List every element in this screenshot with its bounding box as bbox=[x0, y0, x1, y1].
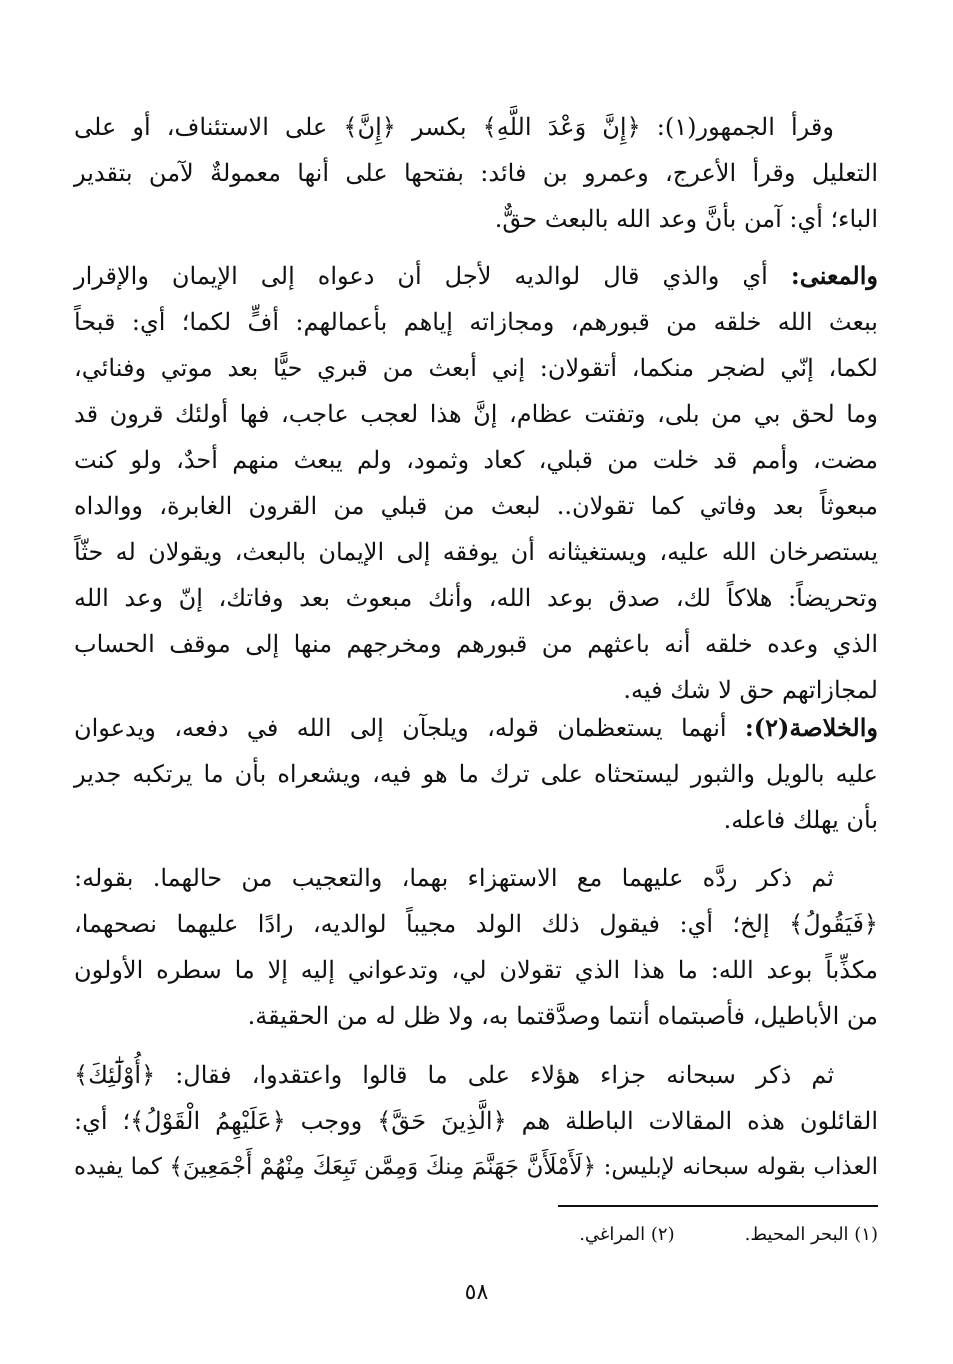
footnote-divider bbox=[558, 1205, 878, 1207]
paragraph-summary bbox=[74, 705, 878, 843]
text-line: العذاب بقوله سبحانه لإبليس: ﴿لَأَمْلَأَنَّ جَهَنَّمَ مِنكَ وَمِمَّن تَبِعَكَ مِنْهُمْ أَجْمَعِينَ﴾ كما يفيده bbox=[74, 1154, 878, 1180]
text-line: مضت، وأمم قد خلت من قبلي، كعاد وثمود، ولم يبعث منهم أحدٌ، ولو كنت bbox=[74, 446, 878, 474]
text-line: لكما، إنّي لضجر منكما، أتقولان: إني أبعث من قبري حيًّا بعد موتي وفنائي، bbox=[74, 354, 878, 382]
meaning-first-line: أي والذي قال لوالديه لأجل أن دعواه إلى الإيمان والإقرار bbox=[74, 262, 768, 290]
text-line: ﴿فَيَقُولُ﴾ إلخ؛ أي: فيقول ذلك الولد مجيباً لوالديه، رادًا عليهما نصحهما، bbox=[74, 910, 878, 938]
footnote-2: (٢) المراغي. bbox=[579, 1224, 675, 1245]
text-line bbox=[74, 705, 878, 751]
text-line: مبعوثاً بعد وفاتي كما تقولان.. لبعث من قبلي من القرون الغابرة، ووالداه bbox=[74, 492, 878, 520]
text-line: التعليل وقرأ الأعرج، وعمرو بن فائد: بفتحها على أنها معمولةٌ لآمن بتقدير bbox=[74, 159, 878, 187]
text-line: بأن يهلك فاعله. bbox=[723, 806, 878, 834]
text-line: الباء؛ أي: آمن بأنَّ وعد الله بالبعث حقٌّ. bbox=[494, 205, 878, 233]
meaning-heading: والمعنى: bbox=[790, 261, 878, 290]
text-line: مكذِّباً بوعد الله: ما هذا الذي تقولان لي، وتدعواني إليه إلا ما سطره الأولون bbox=[74, 956, 878, 984]
text-line: وما لحق بي من بلى، وتفتت عظام، إنَّ هذا لعجب عاجب، فها أولئك قرون قد bbox=[74, 400, 878, 428]
paragraph-meaning bbox=[74, 253, 878, 713]
text-line: ببعث الله خلقه من قبورهم، ومجازاته إياهم بأعمالهم: أفٍّ لكما؛ أي: قبحاً bbox=[74, 308, 878, 336]
text-line: وقرأ الجمهور(١): ﴿إِنَّ وَعْدَ اللَّهِ﴾ بكسر ﴿إِنَّ﴾ على الاستئناف، أو على bbox=[74, 113, 834, 141]
text-line: من الأباطيل، فأصبتماه أنتما وصدَّقتما به، ولا ظل له من الحقيقة. bbox=[247, 1002, 878, 1030]
paragraph-recompense bbox=[74, 1052, 878, 1190]
text-line: ثم ذكر ردَّه عليهما مع الاستهزاء بهما، والتعجيب من حالهما. بقوله: bbox=[74, 864, 834, 892]
text-line: عليه بالويل والثبور ليستحثاه على ترك ما هو فيه، ويشعراه بأن ما يرتكبه جدير bbox=[74, 760, 878, 788]
paragraph-reply bbox=[74, 855, 878, 1039]
text-line bbox=[74, 253, 878, 299]
summary-heading: والخلاصة(٢): bbox=[744, 713, 878, 742]
text-line: ثم ذكر سبحانه جزاء هؤلاء على ما قالوا واعتقدوا، فقال: ﴿أُوْلَٰٓئِكَ﴾ bbox=[74, 1061, 834, 1089]
paragraph-reading bbox=[74, 104, 878, 242]
text-line: يستصرخان الله عليه، ويستغيثانه أن يوفقه إلى الإيمان بالبعث، ويقولان له حثّاً bbox=[74, 538, 878, 566]
text-line: الذي وعده خلقه أنه باعثهم من قبورهم ومخرجهم منها إلى موقف الحساب bbox=[74, 630, 878, 658]
page-number: ٥٨ bbox=[464, 1280, 489, 1305]
text-line: القائلون هذه المقالات الباطلة هم ﴿الَّذِينَ حَقَّ﴾ ووجب ﴿عَلَيْهِمُ الْقَوْلُ﴾؛ أي: bbox=[74, 1107, 878, 1135]
text-line: وتحريضاً: هلاكاً لك، صدق بوعد الله، وأنك مبعوث بعد وفاتك، إنّ وعد الله bbox=[74, 584, 878, 612]
text-line: لمجازاتهم حق لا شك فيه. bbox=[623, 676, 878, 704]
summary-first-line: أنهما يستعظمان قوله، ويلجآن إلى الله في دفعه، ويدعوان bbox=[74, 714, 727, 742]
footnotes bbox=[509, 1218, 878, 1252]
footnote-1: (١) البحر المحيط. bbox=[744, 1224, 878, 1245]
